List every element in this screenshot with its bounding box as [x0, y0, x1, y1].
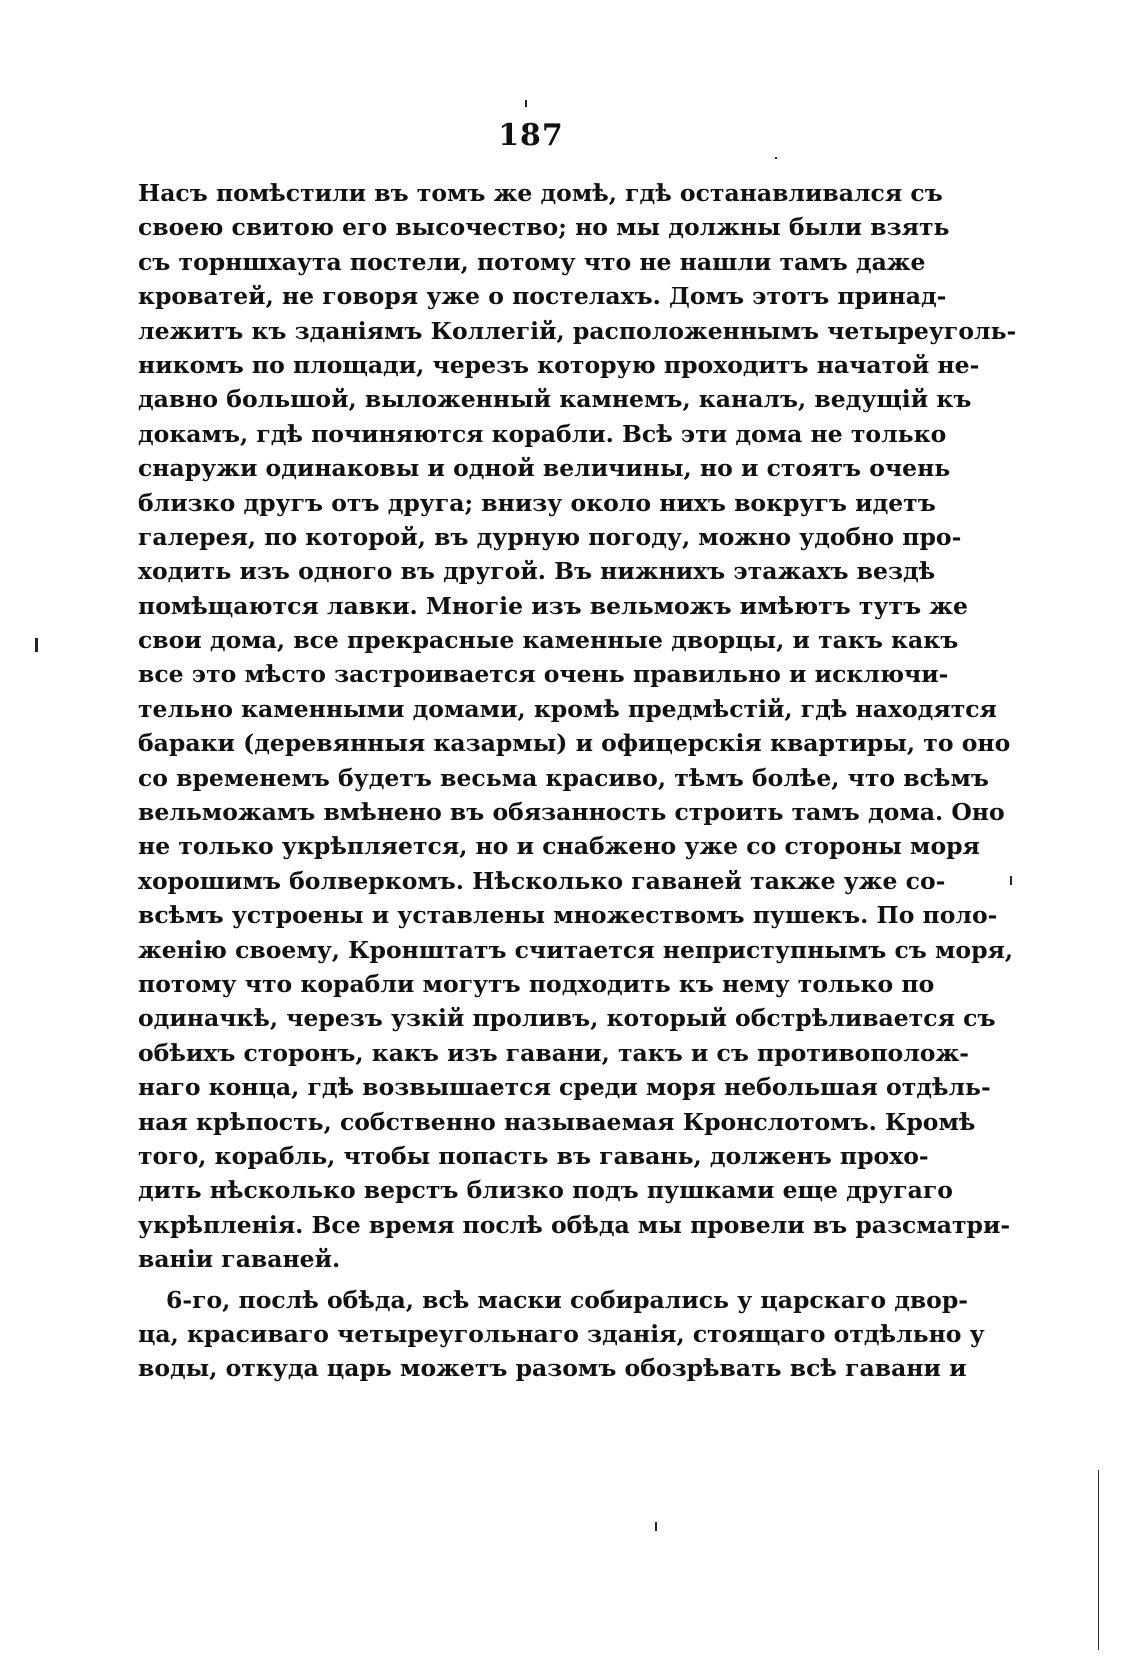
text-line: женію своему, Кронштатъ считается неприступнымъ съ моря,	[138, 935, 1014, 964]
text-line: лежитъ къ зданіямъ Коллегій, расположеннымъ четыреуголь-	[138, 316, 1017, 345]
text-line: 6-го, послѣ обѣда, всѣ маски собирались у царскаго двор-	[166, 1285, 969, 1314]
text-line: вельможамъ вмѣнено въ обязанность строить тамъ дома. Оно	[138, 798, 1005, 827]
text-line: своею свитою его высочество; но мы должны были взять	[138, 213, 950, 242]
text-line: хорошимъ болверкомъ. Нѣсколько гаваней также уже со-	[138, 866, 946, 895]
text-line: укрѣпленія. Все время послѣ обѣда мы провели въ разсматри-	[138, 1210, 1011, 1239]
text-line: одиначкѣ, черезъ узкій проливъ, который обстрѣливается съ	[138, 1004, 996, 1033]
text-line: Насъ помѣстили въ томъ же домѣ, гдѣ останавливался съ	[138, 179, 943, 207]
text-line: докамъ, гдѣ починяются корабли. Всѣ эти дома не только	[138, 419, 947, 448]
text-line: помѣщаются лавки. Многіе изъ вельможъ имѣютъ тутъ же	[138, 591, 968, 620]
text-line: все это мѣсто застроивается очень правильно и исключи-	[138, 660, 949, 689]
text-line: снаружи одинаковы и одной величины, но и стоятъ очень	[138, 454, 951, 483]
text-line: того, корабль, чтобы попасть въ гавань, долженъ прохо-	[138, 1141, 929, 1170]
margin-mark	[1010, 876, 1012, 885]
print-speck	[775, 157, 777, 159]
text-line: никомъ по площади, черезъ которую проходитъ начатой не-	[138, 350, 980, 379]
text-line: всѣмъ устроены и уставлены множествомъ пушекъ. По поло-	[138, 901, 998, 930]
text-line: ная крѣпость, собственно называемая Кронслотомъ. Кромѣ	[138, 1107, 976, 1136]
text-line: дить нѣсколько верстъ близко подъ пушками еще другаго	[138, 1176, 953, 1205]
paragraph-2	[138, 1283, 985, 1386]
text-line: съ торншхаута постели, потому что не нашли тамъ даже	[138, 247, 926, 276]
print-speck	[525, 100, 527, 107]
text-line: ца, красиваго четыреугольнаго зданія, стоящаго отдѣльно у	[138, 1319, 985, 1348]
text-line: ваніи гаваней.	[138, 1245, 341, 1274]
text-line: бараки (деревянныя казармы) и офицерскія квартиры, то оно	[138, 729, 1011, 758]
text-line: близко другъ отъ друга; внизу около нихъ вокругъ идетъ	[138, 488, 936, 517]
body-text	[138, 176, 1017, 1386]
paragraph-1	[138, 176, 1017, 1277]
text-line: не только укрѣпляется, но и снабжено уже со стороны моря	[138, 832, 980, 861]
page-edge-line	[1098, 1470, 1099, 1650]
text-line: потому что корабли могутъ подходить къ нему только по	[138, 969, 935, 998]
text-line: ходить изъ одного въ другой. Въ нижнихъ этажахъ вездѣ	[138, 557, 936, 586]
text-line: давно большой, выложенный камнемъ, каналъ, ведущій къ	[138, 385, 972, 414]
page-number: 187	[498, 118, 564, 153]
text-line: со временемъ будетъ весьма красиво, тѣмъ болѣе, что всѣмъ	[138, 763, 989, 792]
print-speck	[655, 1522, 657, 1531]
text-line: обѣихъ сторонъ, какъ изъ гавани, такъ и съ противополож-	[138, 1038, 969, 1067]
margin-mark	[35, 638, 38, 652]
text-line: свои дома, все прекрасные каменные дворцы, и такъ какъ	[138, 626, 959, 655]
text-line: галерея, по которой, въ дурную погоду, можно удобно про-	[138, 522, 962, 551]
text-line: тельно каменными домами, кромѣ предмѣстій, гдѣ находятся	[138, 694, 997, 723]
text-line: кроватей, не говоря уже о постелахъ. Домъ этотъ принад-	[138, 282, 947, 311]
text-line: наго конца, гдѣ возвышается среди моря небольшая отдѣль-	[138, 1073, 991, 1102]
text-line: воды, откуда царь можетъ разомъ обозрѣвать всѣ гавани и	[138, 1354, 967, 1383]
